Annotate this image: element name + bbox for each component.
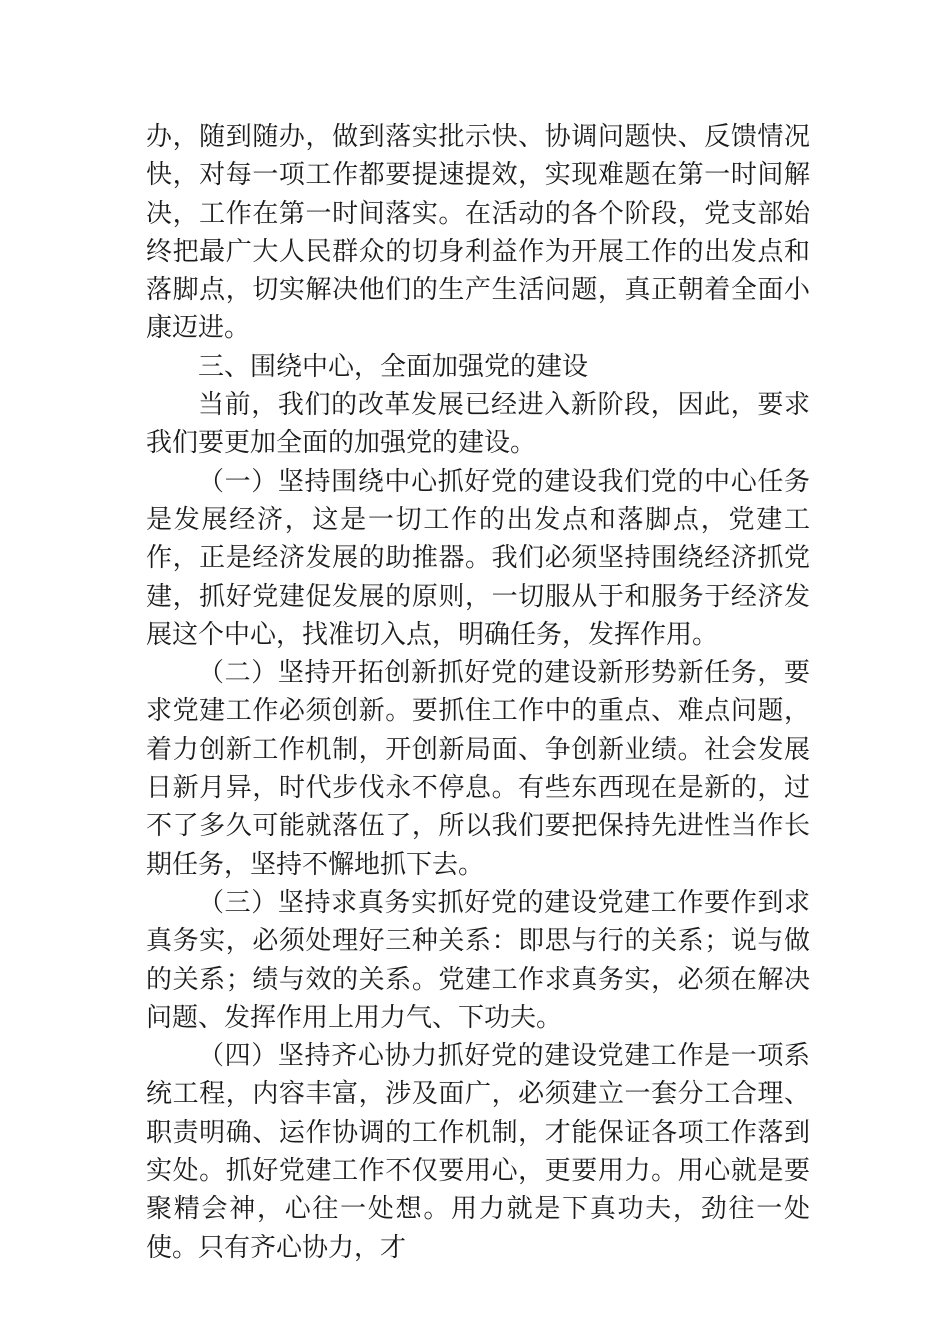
paragraph-intro: 当前，我们的改革发展已经进入新阶段，因此，要求我们要更加全面的加强党的建设。 <box>146 390 810 459</box>
paragraph-item-1: （一）坚持围绕中心抓好党的建设我们党的中心任务是发展经济，这是一切工作的出发点和落脚点，党建工作，正是经济发展的助推器。我们必须坚持围绕经济抓党建，抓好党建促发展的原则，一切服从于和服务于经济发展这个中心，找准切入点，明确任务，发挥作用。 <box>146 466 810 650</box>
section-heading: 三、围绕中心，全面加强党的建设 <box>198 351 589 382</box>
paragraph-item-3: （三）坚持求真务实抓好党的建设党建工作要作到求真务实，必须处理好三种关系：即思与行的关系；说与做的关系；绩与效的关系。党建工作求真务实，必须在解决问题、发挥作用上用力气、下功夫。 <box>146 887 810 1033</box>
document-body <box>146 118 810 1267</box>
paragraph-item-2: （二）坚持开拓创新抓好党的建设新形势新任务，要求党建工作必须创新。要抓住工作中的重点、难点问题，着力创新工作机制，开创新局面、争创新业绩。社会发展日新月异，时代步伐永不停息。有些东西现在是新的，过不了多久可能就落伍了，所以我们要把保持先进性当作长期任务，坚持不懈地抓下去。 <box>146 658 810 880</box>
paragraph-1: 办，随到随办，做到落实批示快、协调问题快、反馈情况快，对每一项工作都要提速提效，实现难题在第一时间解决，工作在第一时间落实。在活动的各个阶段，党支部始终把最广大人民群众的切身利益作为开展工作的出发点和落脚点，切实解决他们的生产生活问题，真正朝着全面小康迈进。 <box>146 122 810 344</box>
paragraph-item-4: （四）坚持齐心协力抓好党的建设党建工作是一项系统工程，内容丰富，涉及面广，必须建立一套分工合理、职责明确、运作协调的工作机制，才能保证各项工作落到实处。抓好党建工作不仅要用心，更要用力。用心就是要聚精会神，心往一处想。用力就是下真功夫，劲往一处使。只有齐心协力，才 <box>146 1041 810 1263</box>
